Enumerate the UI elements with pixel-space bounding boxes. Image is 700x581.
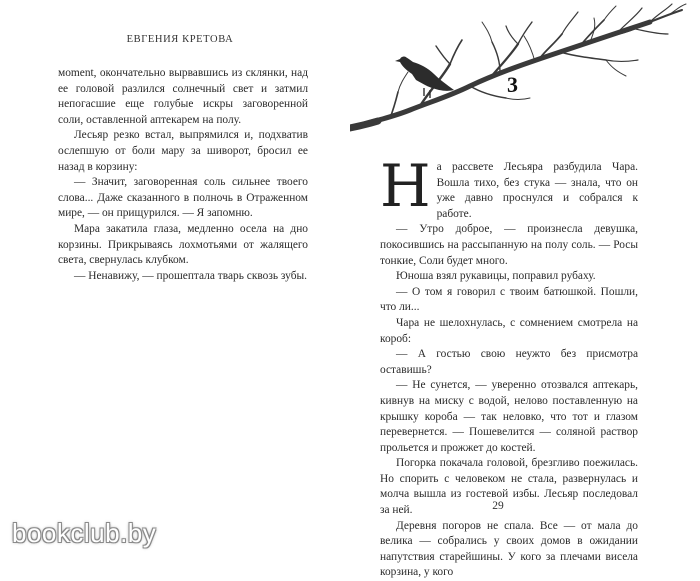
- paragraph: Погорка покачала головой, брезгливо поежилась. Но спорить с человеком не стала, развернулась и молча вышла из гостевой избы. Лесьяр последовал за ней.: [380, 457, 638, 517]
- paragraph: Чара не шелохнулась, с сомнением смотрела на короб:: [380, 316, 638, 345]
- opening-text: а рассвете Лесьяра разбудила Чара. Вошла тихо, без стука — знала, что он уже давно проснулся и собрался к работе.: [436, 161, 638, 220]
- paragraph: Деревня погоров не спала. Все — от мала до велика — собрались у своих домов в ожидании напутствия старейшины. У кого за плечами висела корзина, у кого: [380, 519, 638, 579]
- right-text-column: [380, 152, 638, 581]
- left-text-column: [58, 66, 308, 284]
- left-page: [0, 0, 350, 565]
- drop-cap: Н: [380, 152, 431, 220]
- branch-with-bird-illustration: [350, 0, 700, 150]
- opening-paragraph: [380, 152, 638, 222]
- paragraph: — О том я говорил с твоим батюшкой. Пошли, что ли...: [380, 285, 638, 314]
- right-page: [350, 0, 700, 579]
- crow-icon: [395, 57, 454, 99]
- paragraph: — Утро доброе, — произнесла девушка, покосившись на рассыпанную на полу соль. — Росы тонкие, Соли будет много.: [380, 223, 638, 267]
- paragraph: моment, окончательно вырвавшись из склянки, над ее головой разлился солнечный свет и затмил непогасшие еще голубые искры заговоренной соли, оставленной аптекарем на полу.: [58, 67, 308, 126]
- chapter-number: 3: [507, 72, 518, 97]
- running-head: ЕВГЕНИЯ КРЕТОВА: [126, 34, 234, 45]
- paragraph: Мара закатила глаза, медленно осела на дно корзины. Прикрываясь лохмотьями от жалящего света, свернулась клубком.: [58, 222, 308, 267]
- paragraph: Юноша взял рукавицы, поправил рубаху.: [396, 270, 596, 283]
- page-number: 29: [492, 500, 504, 512]
- paragraph: — А гостью свою неужто без присмотра оставишь?: [380, 348, 638, 376]
- paragraph: — Ненавижу, — прошептала тварь сквозь зубы.: [74, 269, 308, 282]
- paragraph: — Не сунется, — уверенно отозвался аптекарь, кивнув на миску с водой, нелово поставленную на крышку короба — так неловко, что тот и глазом перевернется. — Пошевелится — соляной раствор прольется и прожжет до костей.: [380, 379, 638, 454]
- paragraph: Лесьяр резко встал, выпрямился и, подхватив ослепшую от боли мару за шиворот, бросил ее назад в корзину:: [58, 129, 308, 173]
- site-watermark: bookclub.by: [12, 518, 157, 548]
- paragraph: — Значит, заговоренная соль сильнее твоего слова... Даже сказанного в полночь в Отраженном мире, — он прищурился. — Я запомню.: [58, 176, 308, 220]
